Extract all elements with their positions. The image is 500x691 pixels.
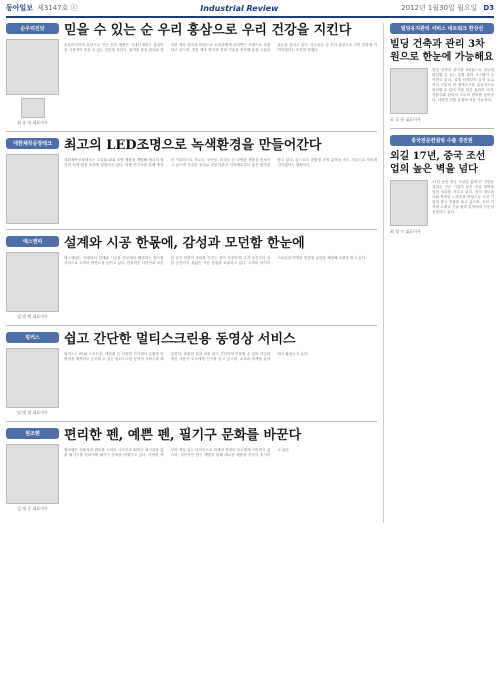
article-headline: 외길 17년, 중국 조선업의 높은 벽을 넘다: [390, 151, 486, 175]
right-column: [384, 23, 494, 523]
article-text: 원조펜은 사용자의 편의를 고려한 디자인과 뛰어난 필기감을 갖춘 필기구를 선보이며 필기구 문화를 바꿔가고 있다. 다양한 색상과 개성 있는 디자인으로 학생과 직장인 모두에게 사랑받고 있으며, 지속적인 연구 개발을 통해 새로운 제품을 꾸준히 출시하고 있다.: [64, 448, 291, 457]
portrait-photo: [390, 180, 428, 226]
article-body: [64, 428, 377, 512]
company-tag: 순우리진닷: [6, 23, 59, 34]
photo-caption: 김 재 중 대표이사: [17, 506, 48, 511]
company-tag: 링커스: [6, 332, 59, 343]
article-sidebar: [6, 236, 64, 320]
article-headline: 빌딩 건축과 관리 3차원으로 한눈에 가능해요: [390, 39, 494, 63]
article-headline: 편리한 펜, 예쁜 펜, 필기구 문화를 바꾼다: [64, 428, 302, 443]
photo-caption: 임 병 형 대표이사: [17, 410, 48, 415]
article-led: [6, 138, 377, 230]
left-column: [6, 23, 384, 523]
article-text: 빌딩 건축과 관리를 3차원으로 한눈에 확인할 수 있는 통합 관리 시스템이 주목받고 있다. 설계 단계부터 유지 보수까지 건물의 전 생애주기를 효율적으로 관리할 수 있어 비용 절감 효과가 크며, 건물주와 관리자 모두의 편의를 높여준다. 다양한 건물 유형에 적용 가능하다.: [432, 68, 494, 102]
article-text: 대한제작공장테크는 고효율 LED 조명 제품을 개발해 에너지 절감과 녹색 환경 조성에 앞장서고 있다. 자체 연구소를 통해 축적한 기술력으로 가로등, 보안등, 터널등 등 다양한 제품을 선보이고 있으며 우수한 품질로 공공기관과 지자체로부터 좋은 평가를 받고 있다. 앞으로도 친환경 조명 분야의 선도 기업으로 자리매김하겠다는 계획이다.: [64, 158, 377, 167]
company-tag: 에스앤피: [6, 236, 59, 247]
article-body: [64, 138, 377, 224]
article-pen: [6, 428, 377, 517]
company-tag: 빌딩유지관리 서비스 네트워크 한상선: [390, 23, 494, 34]
page-columns: [6, 23, 494, 523]
portrait-photo: [6, 348, 59, 408]
issue-date: 2012년 1월30일 월요일: [401, 4, 478, 12]
article-headline: 최고의 LED조명으로 녹색환경을 만들어간다: [64, 138, 322, 153]
article-body: [64, 23, 377, 126]
article-body: [64, 332, 377, 416]
article-multiscreen: [6, 332, 377, 422]
article-headline: 믿을 수 있는 순 우리 홍삼으로 우리 건강을 지킨다: [64, 23, 352, 38]
article-text: 순우리진닷의 홍삼으로 만든 건강 제품은 국내산 6년근 홍삼만을 사용하여 믿을 수 있는 건강을 지킨다. 엄격한 품질 관리와 정직한 생산 원칙을 바탕으로 소비자에게 신뢰받는 브랜드로 성장하고 있으며, 전통 제조 방식과 현대 기술을 접목해 홍삼 고유의 효능을 살리고 있다. 앞으로도 순 우리 홍삼으로 국민 건강에 기여하겠다는 포부를 밝혔다.: [64, 43, 377, 52]
article-photo-row: [390, 180, 494, 226]
article-photo-row: [390, 68, 494, 114]
company-tag: 대한제작공장테크: [6, 138, 59, 149]
portrait-photo: [6, 252, 59, 312]
photo-caption: 임 범 택 대표이사: [17, 314, 48, 319]
article-hongsam: [6, 23, 377, 132]
article-text: 17년 동안 중국 조선업 분야 한 길만을 걸어온 전문 기업이 높은 진입 장벽을 넘어 성과를 거두고 있다. 현지 네트워크와 축적된 노하우를 바탕으로 국내 기업의 중국 진출을 돕고 있으며, 조선 기자재 수출과 기술 협력 분야에서 꾸준히 성장하고 있다.: [432, 180, 494, 214]
article-headline: 쉽고 간단한 멀티스크린용 동영상 서비스: [64, 332, 296, 347]
article-sidebar: [6, 428, 64, 512]
article-interior: [6, 236, 377, 326]
product-photo: [6, 154, 59, 224]
article-sidebar: [6, 138, 64, 224]
newspaper-brand: 동아일보: [6, 4, 34, 12]
article-sidebar: [6, 23, 64, 126]
page-number: D3: [483, 4, 494, 12]
portrait-photo: [390, 68, 428, 114]
page-header: [6, 0, 494, 18]
photo-caption: 최 종 학 대표이사: [17, 120, 48, 125]
company-tag: 중국전문컨설팅 수출 경진원: [390, 135, 494, 146]
article-text: 링커스는 PC와 스마트폰, 태블릿 등 다양한 기기에서 손쉽게 동영상을 제작하고 공유할 수 있는 멀티스크린 동영상 서비스를 제공한다. 복잡한 설치 과정 없이 간단하게 이용할 수 있어 기업과 개인 사용자 모두에게 인기를 얻고 있으며, 교육과 마케팅 분야에서 활용도가 높다.: [64, 352, 309, 361]
photo-caption: 표 상 원 대표이사: [390, 117, 421, 122]
article-shipbuilding: [390, 135, 494, 240]
article-building: [390, 23, 494, 129]
product-photo: [6, 39, 59, 95]
photo-caption: 최 정 수 대표이사: [390, 229, 421, 234]
portrait-photo: [6, 444, 59, 504]
article-text: 에스앤피는 인테리어 설계와 시공을 한곳에서 해결하는 원스톱 서비스로 고객의 만족도를 높이고 있다. 감성적인 디자인과 모던한 공간 연출이 조화를 이루는 것이 특징이며, 주거 공간부터 상업 공간까지 폭넓은 시공 경험을 보유하고 있다. 고객의 라이프스타일을 반영한 맞춤형 공간을 제안해 호평을 받고 있다.: [64, 256, 367, 265]
section-title: Industrial Review: [200, 3, 279, 13]
article-headline: 설계와 시공 한몫에, 감성과 모던함 한눈에: [64, 236, 305, 251]
article-sidebar: [6, 332, 64, 416]
article-body: [64, 236, 377, 320]
portrait-photo: [21, 98, 45, 118]
company-tag: 원조펜: [6, 428, 59, 439]
issue-number: 제3147호 ⓒ: [37, 4, 78, 12]
